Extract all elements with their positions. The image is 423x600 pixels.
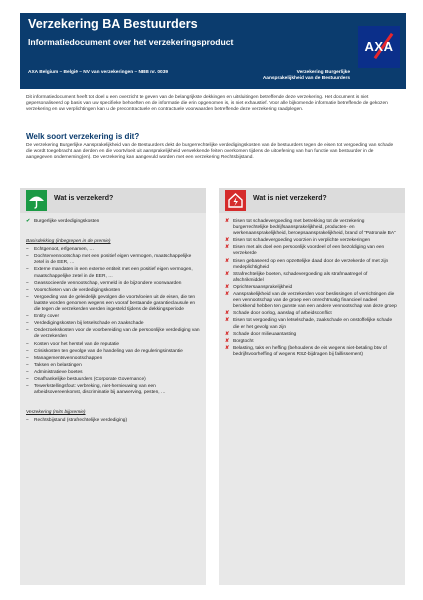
list-item-text: Entity cover xyxy=(34,314,60,320)
covered-title: Wat is verzekerd? xyxy=(54,195,114,202)
dash-icon: – xyxy=(26,321,29,327)
list-item-text: Dochtervennootschap met een positief eigen vermogen, maatschappelijke zetel in de EER, … xyxy=(34,254,192,266)
dash-icon: – xyxy=(26,369,29,375)
section-text: De verzekering Burgerlijke Aansprakelijkheid van de Bestuurders dekt de burgerrechtelijke verdedigingskosten van de bestuurders tegen de eisen tot vergoeding van schade die wordt toegebracht aan derden en die voortvloeit uit aansprakelijkheid verwekkende feiten overkomen tijdens de uitoefening van hun functie van bestuurder in de aangegeven onderneming(en). De verzekering kan aangevuld worden met een verzekering Rechtsbijstand. xyxy=(26,143,394,161)
list-item-text: Aansprakelijkheid van de verzekerden voor beslissingen of verrichtingen die een vennootschap van de groep een onrechtmatig financieel nadeel berokkend hebben ten gunste van een andere vennootschap van deze groep xyxy=(233,292,397,310)
list-item: ✔ Burgerlijke verdedigingskosten xyxy=(26,219,100,224)
list-item-text: Onderzoekskosten voor de voorbereiding van de persoonlijke verdediging van de verzekerden xyxy=(34,328,200,340)
cross-icon: ✘ xyxy=(225,245,230,251)
cross-icon: ✘ xyxy=(225,311,230,317)
list-item xyxy=(26,384,200,396)
dash-icon: – xyxy=(26,254,29,260)
header xyxy=(20,13,406,89)
intro-text: Dit informatiedocument heeft tot doel u een overzicht te geven van de belangrijkste dekkingen en uitsluitingen betreffende deze verzekering. Het document is niet gepersonaliseerd op basis van uw specifieke behoeften en de informatie die erin opgenomen is, is niet exhaustief. Voor alle bijkomende informatie betreffende de gekozen verzekering en uw verplichtingen kan u de precontractuele en contractuele voorwaarden betreffende deze verzekering raadplegen. xyxy=(26,95,388,113)
list-item-text: Belasting, taks en heffing (behoudens de eis wegens niet-betaling btw of bedrijfsvoorheffing of wegens RSZ-bijdragen bij faillissement) xyxy=(233,345,387,357)
dash-icon: – xyxy=(26,341,29,347)
list-item-text: Managementsvennootschappen xyxy=(34,355,103,361)
list-item xyxy=(225,245,399,257)
dash-icon: – xyxy=(26,287,29,293)
list-item-text: Kosten voor het herstel van de reputatie xyxy=(34,341,120,347)
product-line-1: Verzekering Burgerlijke xyxy=(296,70,350,75)
cross-icon: ✘ xyxy=(225,258,230,264)
product-name xyxy=(263,70,350,83)
list-item-text: Schade door oorlog, aanslag of arbeidsconflict xyxy=(233,311,332,317)
optional-items xyxy=(26,418,200,424)
product-line-2: Aansprakelijkheid van de Bestuurders xyxy=(262,76,350,82)
list-item-text: Echtgenoot, erfgenamen, … xyxy=(34,247,94,253)
list-item xyxy=(225,292,399,310)
covered-list xyxy=(26,219,200,425)
insurer-meta: AXA Belgium – België – NV van verzekeringen – NBB nr. 0039 xyxy=(28,70,169,75)
covered-header xyxy=(20,188,206,213)
list-item xyxy=(26,377,200,383)
page-title: Verzekering BA Bestuurders xyxy=(28,17,198,31)
list-item xyxy=(26,342,200,348)
list-item-text: Verdedigingskosten bij letselschade en zaakschade xyxy=(34,321,144,327)
list-item xyxy=(26,254,200,266)
dash-icon: – xyxy=(26,328,29,334)
list-item-text: Onafhankelijke bestuurders (Corporate Governance) xyxy=(34,376,146,382)
cross-icon: ✘ xyxy=(225,271,230,277)
list-item xyxy=(26,356,200,362)
list-item xyxy=(225,259,399,271)
not-covered-header xyxy=(219,188,405,213)
dash-icon: – xyxy=(26,384,29,390)
list-item xyxy=(26,349,200,355)
cross-icon: ✘ xyxy=(225,331,230,337)
cross-icon: ✘ xyxy=(225,238,230,244)
list-item xyxy=(26,281,200,287)
list-item xyxy=(225,346,399,358)
not-covered-title: Wat is niet verzekerd? xyxy=(253,195,327,202)
list-item xyxy=(26,321,200,327)
list-item-text: Geassocieerde vennootschap, vermeld in de bijzondere voorwaarden xyxy=(34,280,182,286)
list-item xyxy=(26,363,200,369)
not-covered-list xyxy=(225,219,399,359)
list-item-text: Rechtsbijstand (strafrechtelijke verdediging) xyxy=(34,418,128,424)
list-item xyxy=(26,267,200,279)
list-item-text: Eisen gebaseerd op een opzettelijke daad door de verzekerde of met zijn medeplichtigheid xyxy=(233,258,389,270)
list-item-text: Taksen en belastingen xyxy=(34,362,82,368)
list-item xyxy=(225,339,399,345)
list-item xyxy=(225,285,399,291)
optional-label: Verzekering (mits bijpremie) xyxy=(26,410,86,416)
section-title: Welk soort verzekering is dit? xyxy=(26,132,140,141)
list-item-text: Vergoeding van de geleidelijk gevolgen die voortvloeien uit de eisen, die ten laatste worden genomen wegens een vooraf bestaande garantieclausule en die tegen de verzekerden werden ingesteld tijdens de dekkingsperiode xyxy=(34,294,196,313)
list-item xyxy=(225,318,399,330)
axa-logo xyxy=(358,26,400,68)
list-item xyxy=(225,332,399,338)
list-item-text: Oprichtersaansprakelijkheid xyxy=(233,284,293,290)
list-item xyxy=(26,418,200,424)
dash-icon: – xyxy=(26,280,29,286)
list-item-text: Crisiskosten ten gevolge van de handeling van de reguleringsinstantie xyxy=(34,348,183,354)
list-item xyxy=(225,311,399,317)
cross-icon: ✘ xyxy=(225,284,230,290)
logo-text: AXA xyxy=(364,39,394,54)
dash-icon: – xyxy=(26,362,29,368)
dash-icon: – xyxy=(26,355,29,361)
list-item-text: Eisen tot vergoeding van letselschade, zaakschade en onstoffelijke schade die er het gevolg van zijn xyxy=(233,318,393,330)
list-item-text: Strafrechtelijke boeten, schadevergoeding als strafmaatregel of afschrikmiddel xyxy=(233,271,368,283)
list-item xyxy=(225,238,399,244)
dash-icon: – xyxy=(26,376,29,382)
list-item xyxy=(225,219,399,237)
list-item-text: Eisen tot schadevergoeding voorzien in verplichte verzekeringen xyxy=(233,238,371,244)
list-item-text: Eisen met als doel een persoonlijk voordeel of een bezoldiging van een verzekerde xyxy=(233,245,385,257)
dash-icon: – xyxy=(26,294,29,300)
dash-icon: – xyxy=(26,418,29,424)
dash-icon: – xyxy=(26,247,29,253)
list-item xyxy=(26,247,200,253)
list-item-text: Voorschieten van de verdedigingskosten xyxy=(34,287,121,293)
page-subtitle: Informatiedocument over het verzekeringsproduct xyxy=(28,37,234,47)
cross-icon: ✘ xyxy=(225,318,230,324)
covered-box xyxy=(20,188,206,585)
not-covered-box xyxy=(219,188,405,585)
list-item-text: Eisen tot schadevergoeding met betrekking tot de verzekering burgerrechtelijke bedrijfsaansprakelijkheid, producten- en werkenaansprakelijkheid, beroepsaansprakelijkheid, brand of “Patronale BA” xyxy=(233,219,396,237)
umbrella-icon xyxy=(26,190,47,211)
list-item-text: Externe mandaten in een externe entiteit met een positief eigen vermogen, maatschappelijke zetel in de EER, … xyxy=(34,267,193,279)
list-item xyxy=(26,328,200,340)
basic-items xyxy=(26,247,200,396)
dash-icon: – xyxy=(26,348,29,354)
list-item-text: Tewerkstellingsfout: verbreking, niet-hernieuwing van een arbeidsovereenkomst, discriminatie bij aanwerving, pesten, … xyxy=(34,384,166,396)
list-item xyxy=(26,370,200,376)
list-item-text: Borgtocht xyxy=(233,338,254,344)
list-item-text: Schade door milieuaantasting xyxy=(233,331,297,337)
list-item xyxy=(225,272,399,284)
list-item xyxy=(26,295,200,313)
check-icon: ✔ xyxy=(26,219,31,224)
lightning-house-icon xyxy=(225,190,246,211)
cross-icon: ✘ xyxy=(225,219,230,224)
dash-icon: – xyxy=(26,267,29,273)
cross-icon: ✘ xyxy=(225,345,230,351)
basic-label: Basisdekking (inbegrepen in de premie) xyxy=(26,239,111,245)
list-item xyxy=(26,314,200,320)
list-item-text: Administratieve boetes xyxy=(34,369,83,375)
dash-icon: – xyxy=(26,314,29,320)
list-item xyxy=(26,288,200,294)
cross-icon: ✘ xyxy=(225,292,230,298)
cross-icon: ✘ xyxy=(225,338,230,344)
